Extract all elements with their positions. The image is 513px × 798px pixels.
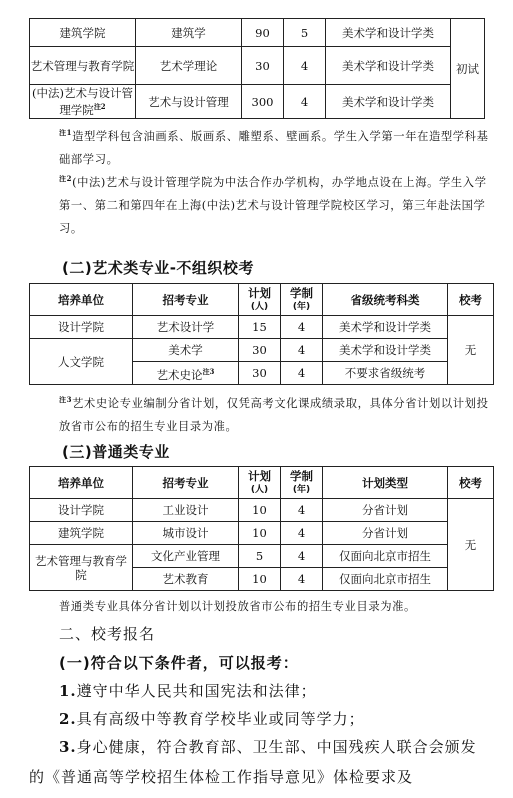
footnote-mark: 注2 — [93, 102, 106, 112]
condition-2-number: 2. — [59, 710, 77, 728]
footnote-text: 艺术史论专业编制分省计划，仅凭高考文化课成绩录取，具体分省计划以计划投放省市公布的招生专业目录为准。 — [59, 396, 489, 433]
section-title-3: (三)普通类专业 — [62, 443, 170, 461]
table-row — [30, 316, 494, 339]
table-row — [30, 47, 485, 85]
major-cell: 艺术与设计管理 — [136, 85, 242, 119]
years-cell: 4 — [281, 522, 323, 545]
unit-cell: 人文学院 — [30, 339, 133, 385]
table-row — [30, 545, 494, 568]
major-cell: 艺术教育 — [133, 568, 239, 591]
exam-type-cell: 美术学和设计学类 — [323, 316, 448, 339]
plan-cell: 30 — [242, 47, 284, 85]
exam-type-cell: 不要求省级统考 — [323, 362, 448, 385]
header-calc-type: 计划类型 — [323, 467, 448, 499]
condition-3-text: 身心健康，符合教育部、卫生部、中国残疾人联合会颁发的《普通高等学校招生体检工作指导意见》体检要求及 — [29, 738, 477, 786]
section-title-2: (二)艺术类专业-不组织校考 — [62, 259, 254, 277]
condition-1-text: 遵守中华人民共和国宪法和法律； — [76, 682, 317, 700]
calc-type-cell: 仅面向北京市招生 — [323, 568, 448, 591]
header-major: 招考专业 — [133, 284, 239, 316]
footnote-mark: 注2 — [59, 174, 73, 183]
header-school-exam: 校考 — [448, 467, 494, 499]
plan-cell: 300 — [242, 85, 284, 119]
exam-type-cell: 美术学和设计学类 — [326, 85, 451, 119]
footnote-1 — [29, 121, 489, 171]
unit-cell: 艺术管理与教育学院 — [30, 545, 133, 591]
header-plan — [239, 284, 281, 316]
condition-1-number: 1. — [59, 682, 77, 700]
calc-type-cell: 分省计划 — [323, 522, 448, 545]
header-years — [281, 284, 323, 316]
condition-3 — [29, 732, 489, 792]
footnote-general: 普通类专业具体分省计划以计划投放省市公布的招生专业目录为准。 — [59, 600, 416, 613]
plan-cell: 30 — [239, 362, 281, 385]
calc-type-cell: 仅面向北京市招生 — [323, 545, 448, 568]
school-exam-cell: 无 — [448, 499, 494, 591]
major-cell: 艺术学理论 — [136, 47, 242, 85]
table-general-majors — [29, 466, 494, 591]
footnote-3 — [29, 388, 489, 438]
table-header-row — [30, 284, 494, 316]
major-cell: 美术学 — [133, 339, 239, 362]
years-cell: 4 — [281, 339, 323, 362]
footnote-mark: 注3 — [202, 366, 215, 376]
header-plan-unit: (人) — [250, 484, 269, 495]
header-years — [281, 467, 323, 499]
table-art-majors-no-exam — [29, 283, 494, 385]
unit-cell: 建筑学院 — [30, 522, 133, 545]
unit-cell: 艺术管理与教育学院 — [30, 47, 136, 85]
exam-type-cell: 美术学和设计学类 — [323, 339, 448, 362]
conditions-title: (一)符合以下条件者，可以报考： — [59, 654, 299, 672]
years-cell: 4 — [284, 85, 326, 119]
major-cell: 城市设计 — [133, 522, 239, 545]
table-row — [30, 85, 485, 119]
unit-cell: 建筑学院 — [30, 19, 136, 47]
header-unit: 培养单位 — [30, 284, 133, 316]
header-plan-label: 计划 — [248, 285, 271, 300]
major-cell — [133, 362, 239, 385]
years-cell: 4 — [281, 545, 323, 568]
exam-type-cell: 美术学和设计学类 — [326, 19, 451, 47]
condition-1 — [59, 676, 317, 706]
footnote-text: (中法)艺术与设计管理学院为中法合作办学机构，办学地点设在上海。学生入学第一、第二和第四年在上海(中法)艺术与设计管理学院校区学习，第三年赴法国学习。 — [59, 175, 487, 235]
years-cell: 4 — [281, 362, 323, 385]
years-cell: 4 — [281, 499, 323, 522]
unit-cell: 设计学院 — [30, 316, 133, 339]
table-row — [30, 19, 485, 47]
major-text: 艺术史论 — [156, 367, 203, 382]
header-unit: 培养单位 — [30, 467, 133, 499]
condition-3-number: 3. — [59, 738, 77, 756]
unit-text: (中法)艺术与设计管理学院 — [32, 86, 133, 117]
header-years-label: 学制 — [290, 468, 313, 483]
calc-type-cell: 分省计划 — [323, 499, 448, 522]
header-plan-label: 计划 — [248, 468, 271, 483]
table-row — [30, 522, 494, 545]
footnote-text: 造型学科包含油画系、版画系、雕塑系、壁画系。学生入学第一年在造型学科基础部学习。 — [59, 129, 489, 166]
header-years-label: 学制 — [290, 285, 313, 300]
condition-2 — [59, 704, 365, 734]
school-exam-cell: 无 — [448, 316, 494, 385]
major-cell: 建筑学 — [136, 19, 242, 47]
unit-cell: 设计学院 — [30, 499, 133, 522]
footnote-2 — [29, 167, 489, 240]
years-cell: 4 — [284, 47, 326, 85]
plan-cell: 5 — [239, 545, 281, 568]
footnote-mark: 注1 — [59, 128, 73, 137]
plan-cell: 90 — [242, 19, 284, 47]
header-major: 招考专业 — [133, 467, 239, 499]
plan-cell: 30 — [239, 339, 281, 362]
table-header-row — [30, 467, 494, 499]
years-cell: 4 — [281, 316, 323, 339]
exam-type-cell: 美术学和设计学类 — [326, 47, 451, 85]
plan-cell: 10 — [239, 568, 281, 591]
years-cell: 4 — [281, 568, 323, 591]
plan-cell: 10 — [239, 522, 281, 545]
major-cell: 艺术设计学 — [133, 316, 239, 339]
table-row — [30, 339, 494, 362]
unit-cell — [30, 85, 136, 119]
header-plan — [239, 467, 281, 499]
table-row — [30, 499, 494, 522]
plan-cell: 10 — [239, 499, 281, 522]
header-plan-unit: (人) — [250, 301, 269, 312]
plan-cell: 15 — [239, 316, 281, 339]
major-cell: 文化产业管理 — [133, 545, 239, 568]
major-cell: 工业设计 — [133, 499, 239, 522]
header-years-unit: (年) — [292, 484, 311, 495]
school-exam-cell: 初试 — [451, 19, 485, 119]
section-heading-registration: 二、校考报名 — [59, 625, 156, 643]
header-years-unit: (年) — [292, 301, 311, 312]
years-cell: 5 — [284, 19, 326, 47]
header-exam-type: 省级统考科类 — [323, 284, 448, 316]
footnote-mark: 注3 — [59, 395, 73, 404]
condition-2-text: 具有高级中等教育学校毕业或同等学力； — [76, 710, 365, 728]
header-school-exam: 校考 — [448, 284, 494, 316]
table-art-majors-exam — [29, 18, 485, 119]
